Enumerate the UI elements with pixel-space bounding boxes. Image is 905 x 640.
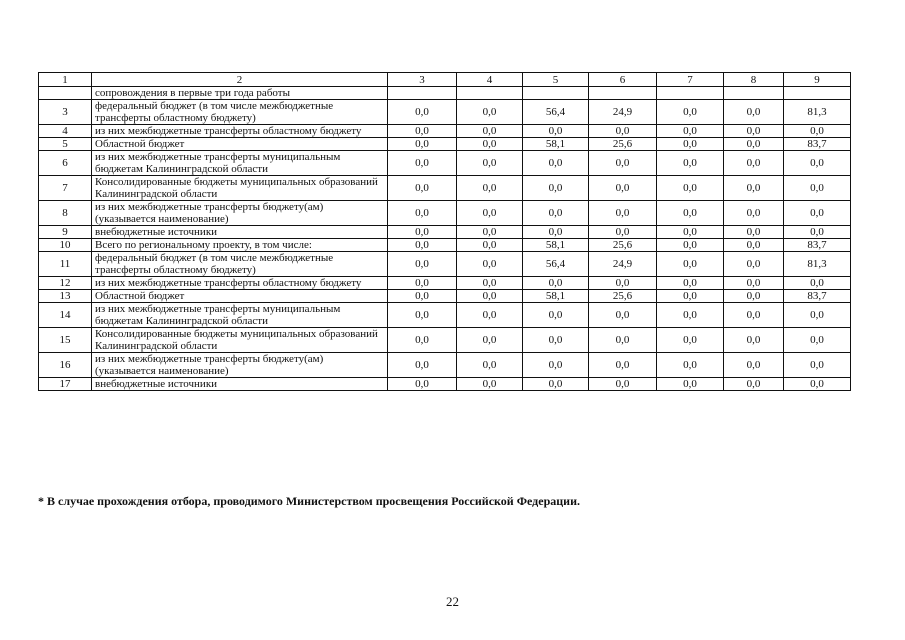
row-name-cell: из них межбюджетные трансферты муниципальным бюджетам Калининградской области <box>92 151 388 176</box>
table-row <box>39 277 851 290</box>
column-header: 5 <box>523 73 589 87</box>
row-number-cell: 3 <box>39 100 92 125</box>
row-name-cell: федеральный бюджет (в том числе межбюджетные трансферты областному бюджету) <box>92 252 388 277</box>
column-header: 9 <box>784 73 851 87</box>
row-name-cell: Всего по региональному проекту, в том числе: <box>92 239 388 252</box>
value-cell: 56,4 <box>523 100 589 125</box>
row-name-cell: из них межбюджетные трансферты бюджету(ам) (указывается наименование) <box>92 353 388 378</box>
row-name-cell: внебюджетные источники <box>92 226 388 239</box>
value-cell: 0,0 <box>589 378 657 391</box>
value-cell: 58,1 <box>523 138 589 151</box>
value-cell: 0,0 <box>784 226 851 239</box>
value-cell: 0,0 <box>724 176 784 201</box>
row-number-cell: 12 <box>39 277 92 290</box>
value-cell: 0,0 <box>724 252 784 277</box>
value-cell: 24,9 <box>589 252 657 277</box>
row-name-cell: из них межбюджетные трансферты областному бюджету <box>92 125 388 138</box>
value-cell: 0,0 <box>523 226 589 239</box>
value-cell: 0,0 <box>388 239 457 252</box>
row-name-cell: из них межбюджетные трансферты муниципальным бюджетам Калининградской области <box>92 303 388 328</box>
row-name-cell: Областной бюджет <box>92 290 388 303</box>
value-cell: 0,0 <box>589 201 657 226</box>
value-cell: 0,0 <box>784 303 851 328</box>
row-number-cell: 13 <box>39 290 92 303</box>
value-cell: 0,0 <box>457 277 523 290</box>
value-cell: 0,0 <box>523 378 589 391</box>
value-cell: 24,9 <box>589 100 657 125</box>
table-row <box>39 226 851 239</box>
row-number-cell: 8 <box>39 201 92 226</box>
value-cell: 0,0 <box>724 239 784 252</box>
value-cell: 0,0 <box>388 226 457 239</box>
value-cell: 0,0 <box>724 303 784 328</box>
column-header: 3 <box>388 73 457 87</box>
value-cell: 0,0 <box>523 201 589 226</box>
value-cell: 25,6 <box>589 239 657 252</box>
value-cell: 0,0 <box>784 277 851 290</box>
value-cell: 0,0 <box>523 277 589 290</box>
value-cell: 81,3 <box>784 100 851 125</box>
value-cell: 0,0 <box>784 176 851 201</box>
row-name-cell: сопровождения в первые три года работы <box>92 87 388 100</box>
value-cell: 0,0 <box>523 353 589 378</box>
column-header: 4 <box>457 73 523 87</box>
table-row <box>39 100 851 125</box>
table-row <box>39 378 851 391</box>
value-cell: 0,0 <box>388 201 457 226</box>
value-cell: 0,0 <box>589 176 657 201</box>
row-name-cell: из них межбюджетные трансферты бюджету(ам) (указывается наименование) <box>92 201 388 226</box>
value-cell: 0,0 <box>388 151 457 176</box>
value-cell: 0,0 <box>457 138 523 151</box>
row-name-cell: из них межбюджетные трансферты областному бюджету <box>92 277 388 290</box>
continuation-row <box>39 87 851 100</box>
value-cell: 0,0 <box>657 378 724 391</box>
value-cell: 0,0 <box>388 176 457 201</box>
value-cell: 0,0 <box>724 226 784 239</box>
value-cell: 0,0 <box>388 277 457 290</box>
value-cell: 0,0 <box>457 151 523 176</box>
value-cell: 83,7 <box>784 239 851 252</box>
row-number-cell: 9 <box>39 226 92 239</box>
row-name-cell: Консолидированные бюджеты муниципальных образований Калининградской области <box>92 328 388 353</box>
table-row <box>39 252 851 277</box>
value-cell: 81,3 <box>784 252 851 277</box>
value-cell: 0,0 <box>724 290 784 303</box>
value-cell <box>457 87 523 100</box>
row-number-cell <box>39 87 92 100</box>
value-cell: 0,0 <box>657 201 724 226</box>
value-cell: 0,0 <box>388 303 457 328</box>
value-cell <box>523 87 589 100</box>
value-cell: 0,0 <box>388 252 457 277</box>
value-cell: 0,0 <box>589 125 657 138</box>
value-cell: 0,0 <box>457 239 523 252</box>
value-cell: 0,0 <box>523 125 589 138</box>
row-number-cell: 7 <box>39 176 92 201</box>
value-cell <box>724 87 784 100</box>
value-cell: 0,0 <box>784 378 851 391</box>
value-cell: 0,0 <box>657 353 724 378</box>
row-number-cell: 5 <box>39 138 92 151</box>
row-number-cell: 14 <box>39 303 92 328</box>
value-cell: 58,1 <box>523 290 589 303</box>
value-cell: 0,0 <box>523 303 589 328</box>
value-cell: 0,0 <box>657 239 724 252</box>
value-cell: 0,0 <box>523 328 589 353</box>
value-cell: 25,6 <box>589 138 657 151</box>
value-cell: 0,0 <box>657 176 724 201</box>
row-name-cell: внебюджетные источники <box>92 378 388 391</box>
value-cell: 0,0 <box>657 226 724 239</box>
budget-table <box>38 72 851 391</box>
value-cell: 0,0 <box>388 290 457 303</box>
row-number-cell: 11 <box>39 252 92 277</box>
row-name-cell: федеральный бюджет (в том числе межбюджетные трансферты областному бюджету) <box>92 100 388 125</box>
value-cell: 0,0 <box>457 176 523 201</box>
row-number-cell: 10 <box>39 239 92 252</box>
value-cell <box>657 87 724 100</box>
value-cell: 0,0 <box>784 151 851 176</box>
value-cell: 83,7 <box>784 138 851 151</box>
column-header: 1 <box>39 73 92 87</box>
value-cell: 58,1 <box>523 239 589 252</box>
value-cell: 0,0 <box>589 303 657 328</box>
row-name-cell: Областной бюджет <box>92 138 388 151</box>
value-cell: 0,0 <box>457 378 523 391</box>
value-cell: 0,0 <box>457 226 523 239</box>
table-row <box>39 290 851 303</box>
header-row <box>39 73 851 87</box>
value-cell: 0,0 <box>657 138 724 151</box>
value-cell: 0,0 <box>784 353 851 378</box>
value-cell: 0,0 <box>457 201 523 226</box>
value-cell: 25,6 <box>589 290 657 303</box>
value-cell: 0,0 <box>657 303 724 328</box>
value-cell: 0,0 <box>724 138 784 151</box>
table-row <box>39 125 851 138</box>
value-cell: 0,0 <box>589 353 657 378</box>
value-cell: 0,0 <box>724 277 784 290</box>
row-number-cell: 16 <box>39 353 92 378</box>
table-row <box>39 303 851 328</box>
value-cell: 0,0 <box>724 353 784 378</box>
table-row <box>39 151 851 176</box>
value-cell: 0,0 <box>657 151 724 176</box>
value-cell: 0,0 <box>457 100 523 125</box>
value-cell: 0,0 <box>589 277 657 290</box>
row-number-cell: 4 <box>39 125 92 138</box>
value-cell: 0,0 <box>784 328 851 353</box>
value-cell: 0,0 <box>388 100 457 125</box>
value-cell: 0,0 <box>784 201 851 226</box>
column-header: 2 <box>92 73 388 87</box>
value-cell: 0,0 <box>523 176 589 201</box>
value-cell: 0,0 <box>724 201 784 226</box>
row-number-cell: 6 <box>39 151 92 176</box>
value-cell: 0,0 <box>589 226 657 239</box>
value-cell: 0,0 <box>457 303 523 328</box>
column-header: 6 <box>589 73 657 87</box>
page-number: 22 <box>446 594 459 609</box>
column-header: 7 <box>657 73 724 87</box>
table-row <box>39 138 851 151</box>
value-cell: 56,4 <box>523 252 589 277</box>
column-header: 8 <box>724 73 784 87</box>
value-cell: 0,0 <box>457 125 523 138</box>
value-cell: 0,0 <box>388 125 457 138</box>
value-cell: 0,0 <box>657 100 724 125</box>
value-cell: 0,0 <box>724 378 784 391</box>
value-cell: 0,0 <box>457 328 523 353</box>
table-row <box>39 353 851 378</box>
value-cell: 0,0 <box>724 100 784 125</box>
value-cell: 0,0 <box>388 378 457 391</box>
row-number-cell: 17 <box>39 378 92 391</box>
value-cell: 0,0 <box>589 151 657 176</box>
value-cell: 0,0 <box>657 277 724 290</box>
value-cell: 0,0 <box>657 252 724 277</box>
value-cell: 0,0 <box>457 252 523 277</box>
value-cell: 0,0 <box>657 328 724 353</box>
value-cell: 0,0 <box>388 328 457 353</box>
value-cell: 0,0 <box>589 328 657 353</box>
value-cell: 0,0 <box>457 290 523 303</box>
value-cell: 0,0 <box>724 151 784 176</box>
value-cell: 0,0 <box>388 138 457 151</box>
row-name-cell: Консолидированные бюджеты муниципальных образований Калининградской области <box>92 176 388 201</box>
value-cell: 83,7 <box>784 290 851 303</box>
footnote: * В случае прохождения отбора, проводимого Министерством просвещения Российской Федерации. <box>38 494 580 508</box>
value-cell: 0,0 <box>523 151 589 176</box>
value-cell: 0,0 <box>784 125 851 138</box>
value-cell: 0,0 <box>724 328 784 353</box>
table-row <box>39 201 851 226</box>
table-row <box>39 328 851 353</box>
value-cell: 0,0 <box>724 125 784 138</box>
row-number-cell: 15 <box>39 328 92 353</box>
table-row <box>39 176 851 201</box>
value-cell <box>388 87 457 100</box>
value-cell <box>784 87 851 100</box>
table-row <box>39 239 851 252</box>
value-cell: 0,0 <box>657 290 724 303</box>
value-cell <box>589 87 657 100</box>
value-cell: 0,0 <box>388 353 457 378</box>
value-cell: 0,0 <box>657 125 724 138</box>
value-cell: 0,0 <box>457 353 523 378</box>
